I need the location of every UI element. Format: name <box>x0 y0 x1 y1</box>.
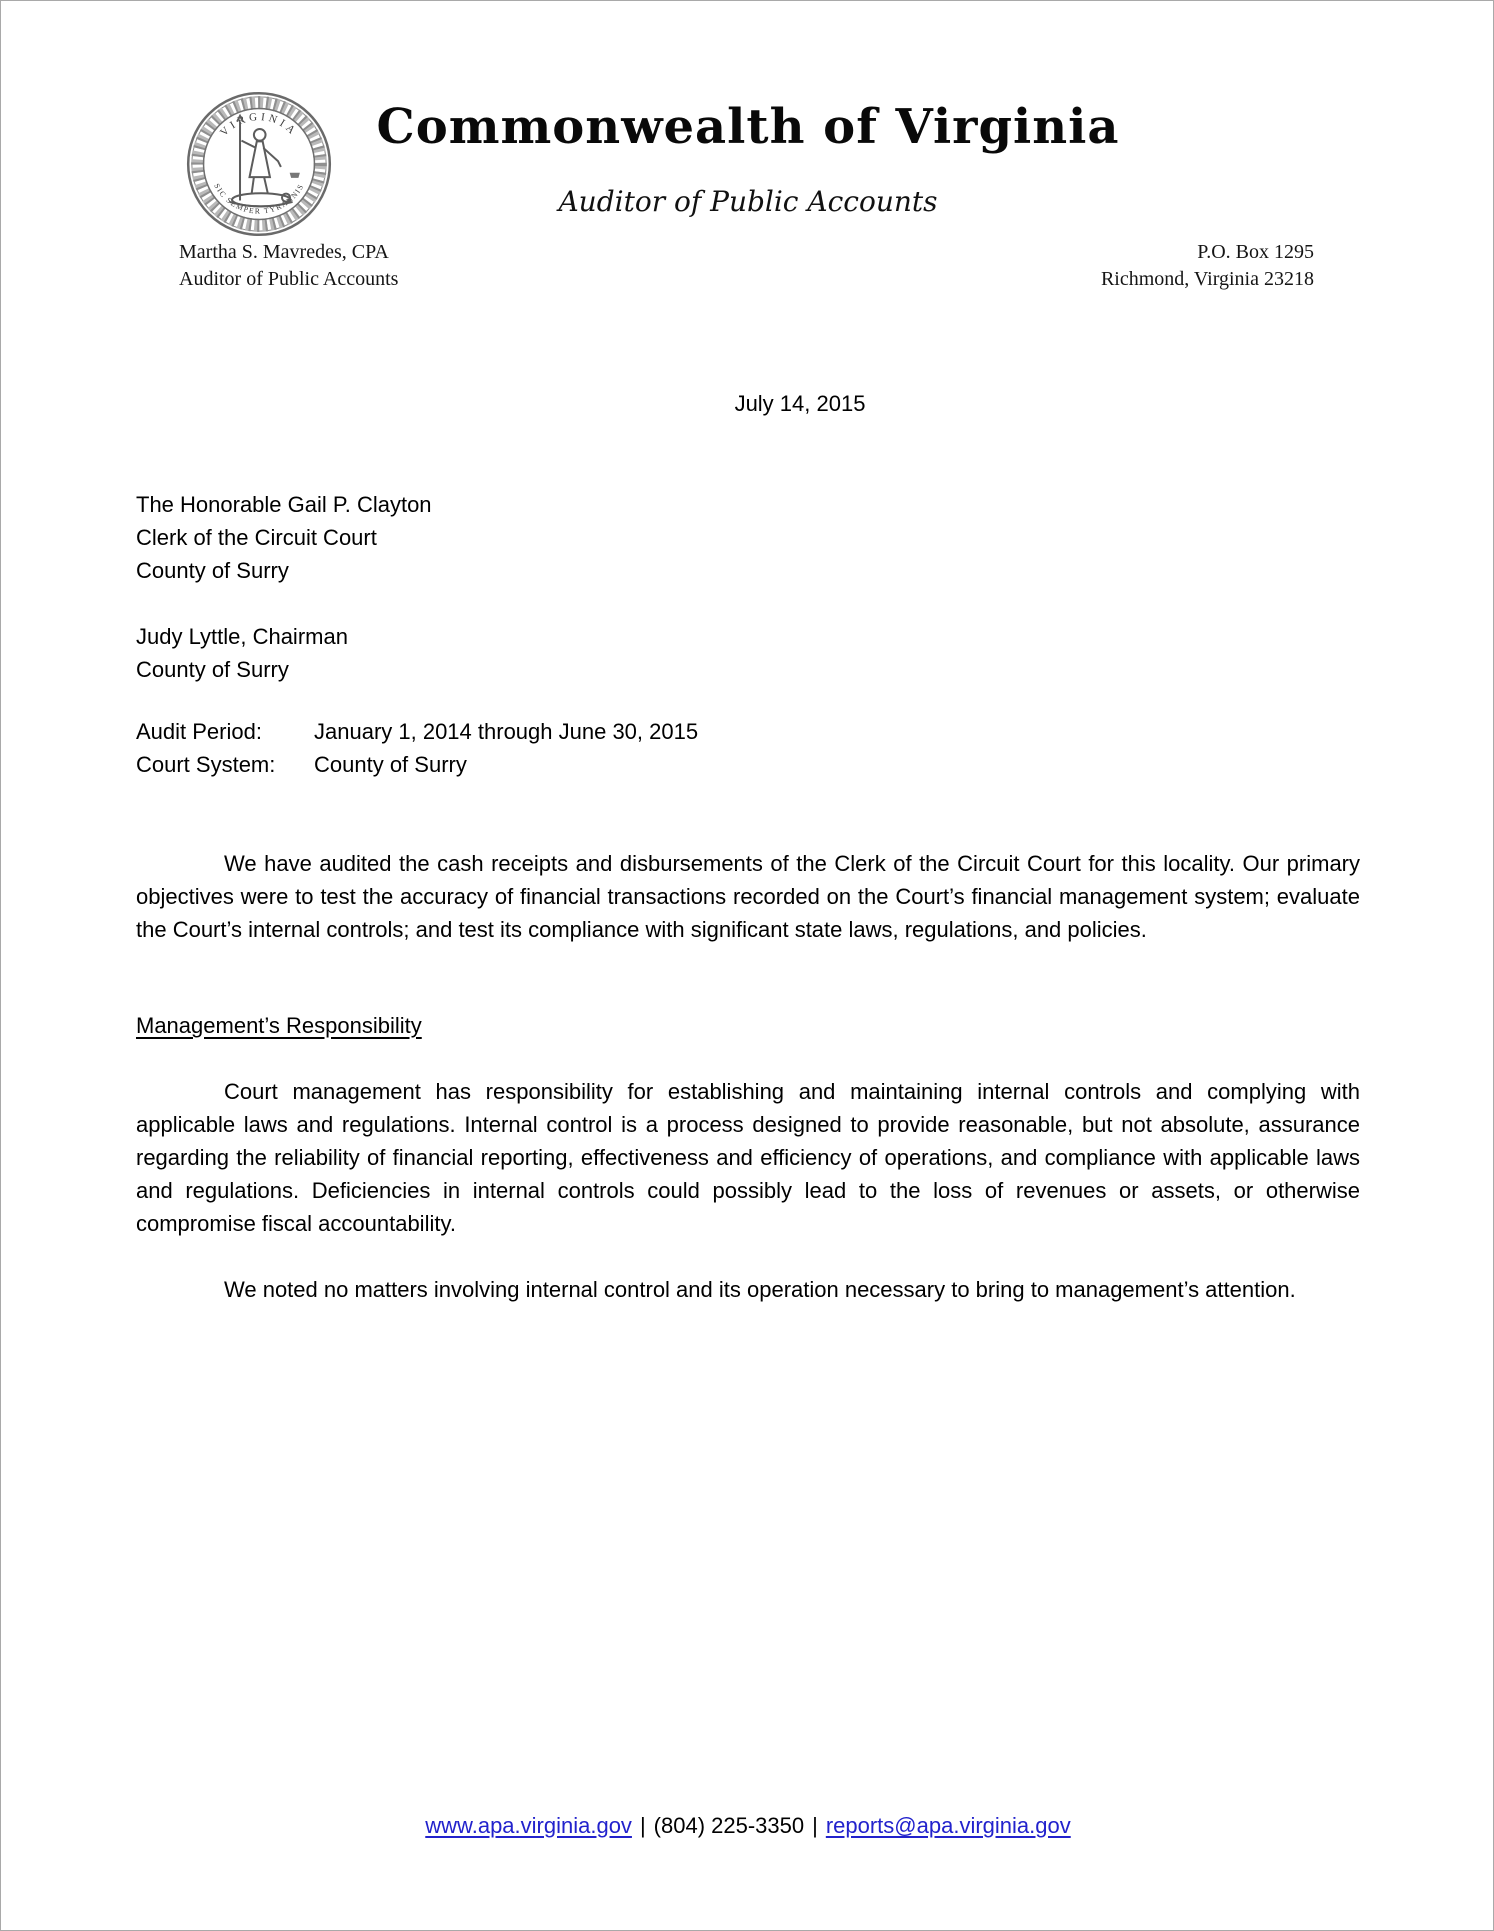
phone-number: (804) 225-3350 <box>653 1813 805 1838</box>
audit-period-value: January 1, 2014 through June 30, 2015 <box>314 719 699 744</box>
recipient-block-1 <box>136 488 1360 587</box>
recipient-block-2 <box>136 620 1360 686</box>
recipient-name: The Honorable Gail P. Clayton <box>136 492 432 517</box>
website-link[interactable]: www.apa.virginia.gov <box>425 1813 632 1838</box>
audit-period-label: Audit Period: <box>136 719 262 744</box>
paragraph-audit-scope: We have audited the cash receipts and disbursements of the Clerk of the Circuit Court for this locality. Our primary objectives were to test the accuracy of financial transactions recorded on the Court’s financial management system; evaluate the Court’s internal controls; and test its compliance with significant state laws, regulations, and policies. <box>136 851 1360 942</box>
recipient-title: Clerk of the Circuit Court <box>136 525 377 550</box>
footer-separator: | <box>812 1813 818 1838</box>
address-line-2: Richmond, Virginia 23218 <box>1100 268 1314 290</box>
footer-separator: | <box>639 1813 646 1838</box>
seal-bottom-text: SIC SEMPER TYRANNIS <box>212 181 306 216</box>
letterhead-title: Commonwealth of Virginia <box>376 99 1120 155</box>
letterhead-official-block <box>179 239 398 293</box>
recipient-locality: County of Surry <box>136 657 289 682</box>
recipient-name: Judy Lyttle, Chairman <box>136 624 348 649</box>
paragraph-no-matters-noted: We noted no matters involving internal control and its operation necessary to bring to management’s attention. <box>224 1277 1296 1302</box>
court-system-value: County of Surry <box>314 752 467 777</box>
paragraph-internal-control: Court management has responsibility for establishing and maintaining internal controls and complying with applicable laws and regulations. Internal control is a process designed to provide reasonable, but not absolute, assurance regarding the reliability of financial reporting, effectiveness and efficiency of operations, and compliance with applicable laws and regulations. Deficiencies in internal controls could possibly lead to the loss of revenues or assets, or otherwise compromise fiscal accountability. <box>136 1079 1360 1236</box>
letter-date: July 14, 2015 <box>734 391 866 416</box>
audit-meta-block <box>136 715 1360 781</box>
seal-ornament <box>290 173 300 178</box>
official-title: Auditor of Public Accounts <box>179 268 399 290</box>
recipient-locality: County of Surry <box>136 558 289 583</box>
email-link[interactable]: reports@apa.virginia.gov <box>825 1813 1071 1838</box>
letterhead-subtitle: Auditor of Public Accounts <box>558 185 938 218</box>
letterhead-address-block <box>1101 239 1314 293</box>
audit-period-row <box>136 715 1360 748</box>
court-system-row <box>136 748 1360 781</box>
official-name: Martha S. Mavredes, CPA <box>179 241 389 263</box>
address-line-1: P.O. Box 1295 <box>1197 241 1314 263</box>
section-heading-managements-responsibility: Management’s Responsibility <box>136 1013 422 1038</box>
court-system-label: Court System: <box>136 752 276 777</box>
seal-top-text: VIRGINIA <box>218 110 300 139</box>
footer-contact-line <box>136 1813 1360 1839</box>
